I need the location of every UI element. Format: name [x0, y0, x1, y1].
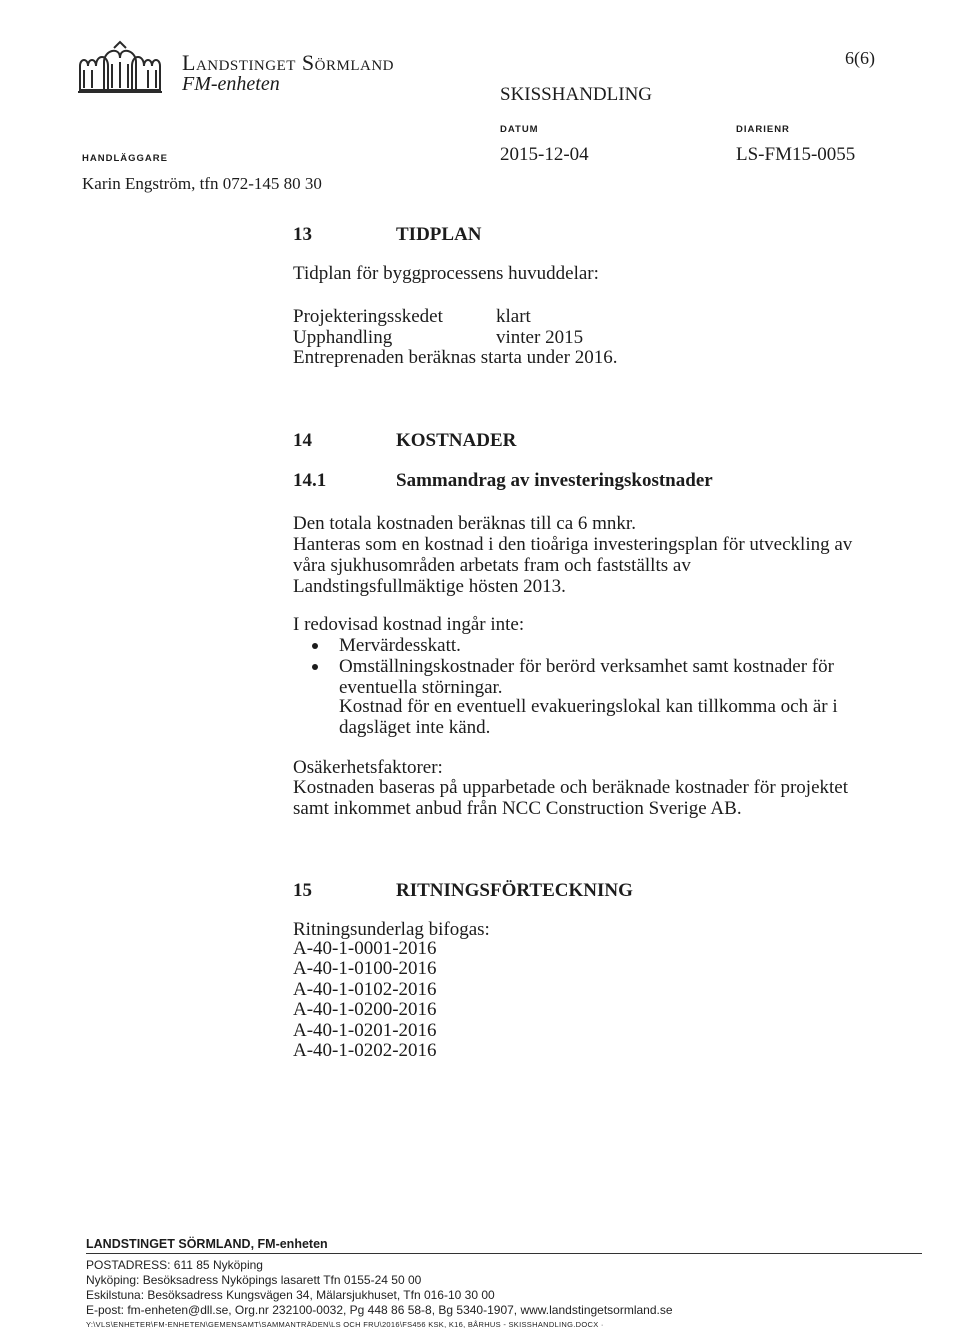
section-15-number: 15 [293, 880, 312, 901]
section-14-number: 14 [293, 430, 312, 451]
footer-postal-address: POSTADRESS: 611 85 Nyköping [86, 1258, 263, 1272]
list-item: Mervärdesskatt. [312, 635, 892, 656]
handler-value: Karin Engström, tfn 072-145 80 30 [82, 174, 322, 193]
drawings-intro: Ritningsunderlag bifogas: [293, 919, 490, 940]
schedule-row-value: klart [496, 306, 531, 327]
organization-unit: FM-enheten [182, 73, 280, 95]
date-value: 2015-12-04 [500, 144, 589, 165]
drawing-item: A-40-1-0201-2016 [293, 1019, 437, 1041]
schedule-row-value: vinter 2015 [496, 327, 584, 348]
section-13-number: 13 [293, 224, 312, 245]
page-number: 6(6) [845, 48, 875, 68]
footer-title: LANDSTINGET SÖRMLAND, FM-enheten [86, 1237, 328, 1251]
footer-divider [86, 1253, 922, 1254]
drawing-item: A-40-1-0102-2016 [293, 978, 437, 1000]
footer-nykoping-address: Nyköping: Besöksadress Nyköpings lasarett Tfn 0155-24 50 00 [86, 1273, 422, 1287]
landstinget-logo-icon [74, 40, 166, 96]
footer-eskilstuna-address: Eskilstuna: Besöksadress Kungsvägen 34, Mälarsjukhuset, Tfn 016-10 30 00 [86, 1288, 495, 1302]
evacuation-note: Kostnad för en eventuell evakueringslokal kan tillkomma och är i dagsläget inte känd. [339, 696, 838, 738]
list-item: Omställningskostnader för berörd verksamhet samt kostnader för eventuella störningar. [312, 656, 892, 698]
footer-contact: E-post: fm-enheten@dll.se, Org.nr 232100-0032, Pg 448 86 58-8, Bg 5340-1907, www.landstingetsormland.se [86, 1303, 673, 1317]
drawing-item: A-40-1-0100-2016 [293, 958, 437, 980]
drawing-item: A-40-1-0202-2016 [293, 1040, 437, 1062]
bullet-icon [312, 664, 318, 670]
bullet-icon [312, 643, 318, 649]
footer-file-path: Y:\VLS\ENHETER\FM-ENHETEN\GEMENSAMT\SAMMANTRÄDEN\LS OCH FRU\2016\FS456 KSK, K16, BÅRHUS - SKISSHANDLING.DOCX · [86, 1320, 604, 1329]
section-15-title: RITNINGSFÖRTECKNING [396, 880, 633, 901]
schedule-note: Entreprenaden beräknas starta under 2016. [293, 347, 618, 368]
schedule-intro: Tidplan för byggprocessens huvuddelar: [293, 263, 599, 284]
uncertainty-text: Kostnaden baseras på upparbetade och beräknade kostnader för projektet samt inkommet anbud från NCC Construction Sverige AB. [293, 777, 848, 819]
section-14-1-title: Sammandrag av investeringskostnader [396, 470, 713, 491]
investment-plan-paragraph: Hanteras som en kostnad i den tioåriga investeringsplan för utveckling av våra sjukhusområden arbetats fram och fastställts av Landstingsfullmäktige hösten 2013. [293, 534, 853, 597]
diary-number-label: DIARIENR [736, 124, 790, 135]
handler-label: HANDLÄGGARE [82, 153, 168, 164]
excluded-costs-intro: I redovisad kostnad ingår inte: [293, 614, 525, 635]
section-14-title: KOSTNADER [396, 430, 517, 451]
date-label: DATUM [500, 124, 539, 135]
total-cost-text: Den totala kostnaden beräknas till ca 6 mnkr. [293, 513, 636, 534]
excluded-costs-list [312, 635, 892, 698]
drawing-list [293, 939, 437, 1061]
drawing-item: A-40-1-0200-2016 [293, 999, 437, 1021]
drawing-item: A-40-1-0001-2016 [293, 938, 437, 959]
document-type: SKISSHANDLING [500, 84, 653, 105]
schedule-row-label: Projekteringsskedet [293, 306, 443, 327]
uncertainty-label: Osäkerhetsfaktorer: [293, 757, 443, 778]
schedule-row-label: Upphandling [293, 327, 393, 348]
section-14-1-number: 14.1 [293, 470, 327, 491]
diary-number-value: LS-FM15-0055 [736, 144, 856, 165]
organization-name: Landstinget Sörmland [182, 50, 394, 75]
section-13-title: TIDPLAN [396, 224, 482, 245]
